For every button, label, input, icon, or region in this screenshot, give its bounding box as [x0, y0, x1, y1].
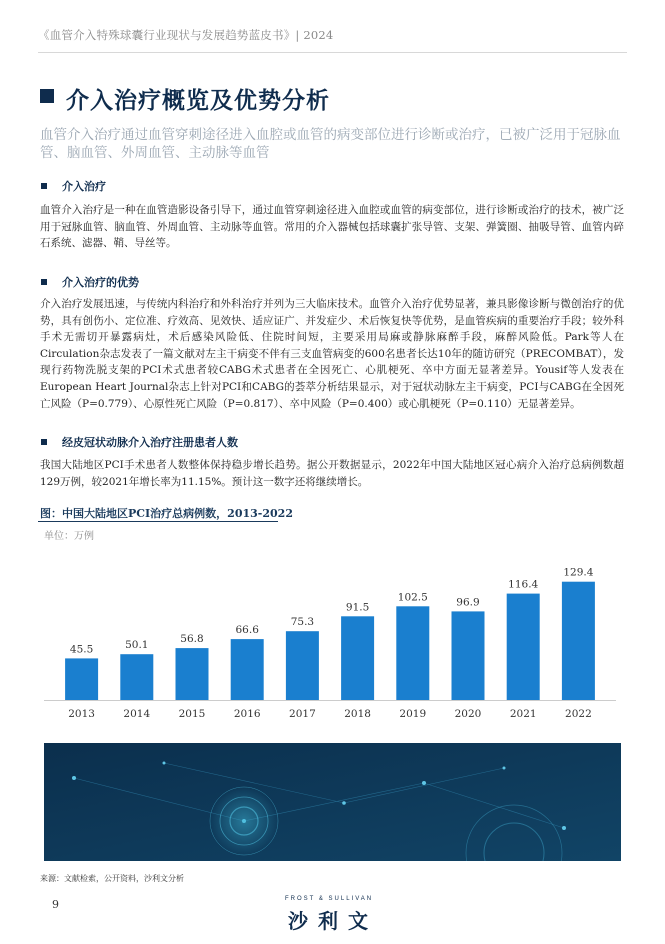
- x-tick-label-2020: 2020: [454, 708, 482, 720]
- x-tick-label-2021: 2021: [509, 708, 537, 720]
- section-marker: [41, 439, 47, 445]
- data-label-2017: 75.3: [290, 616, 315, 629]
- bar-2020: [452, 611, 485, 700]
- x-tick-label-2019: 2019: [399, 708, 427, 720]
- bar-2017: [286, 631, 319, 700]
- data-label-2020: 96.9: [456, 596, 480, 609]
- bar-2019: [396, 606, 429, 700]
- page-number: 9: [52, 898, 59, 911]
- title-marker: [40, 89, 54, 103]
- data-label-2013: 45.5: [69, 643, 94, 656]
- x-tick-label-2022: 2022: [565, 708, 592, 720]
- x-tick-label-2017: 2017: [289, 708, 316, 720]
- bar-2016: [231, 639, 264, 700]
- data-label-2014: 50.1: [125, 639, 149, 652]
- data-label-2022: 129.4: [563, 566, 594, 579]
- x-tick-label-2013: 2013: [68, 708, 95, 720]
- bar-2022: [562, 582, 595, 700]
- section-title-intervention: 介入治疗: [62, 180, 106, 193]
- logo-english-text: FROST & SULLIVAN: [285, 896, 374, 902]
- section-body-pci-patients: 我国大陆地区PCI手术患者人数整体保持稳步增长趋势。据公开数据显示，2022年中国大陆地区冠心病介入治疗总病例数超129万例，较2021年增长率为11.15%。预计这一数字还将继续增长。: [40, 459, 624, 488]
- bar-2015: [176, 648, 209, 700]
- figure-title: 图：中国大陆地区PCI治疗总病例数，2013-2022: [40, 507, 293, 520]
- figure-title-underline: [38, 521, 278, 522]
- decorative-network-banner: [44, 743, 621, 861]
- lead-summary: 血管介入治疗通过血管穿刺途径进入血腔或血管的病变部位进行诊断或治疗，已被广泛用于冠脉血管、脑血管、外周血管、主动脉等血管: [40, 127, 621, 161]
- section-marker: [41, 183, 47, 189]
- page-title: 介入治疗概览及优势分析: [66, 87, 330, 114]
- section-body-intervention: 血管介入治疗是一种在血管造影设备引导下，通过血管穿刺途径进入血腔或血管的病变部位，进行诊断或治疗的技术，被广泛用于冠脉血管、脑血管、外周血管、主动脉等血管。常用的介入器械包括球囊扩张导管、支架、弹簧圈、抽吸导管、血管内碎石系统、滤器、鞘、导丝等。: [40, 204, 624, 250]
- pci-cases-bar-chart: [40, 545, 620, 725]
- bar-2018: [341, 616, 374, 700]
- x-tick-label-2015: 2015: [178, 708, 206, 720]
- figure-source: 来源：文献检索，公开资料，沙利文分析: [40, 874, 184, 883]
- x-tick-label-2014: 2014: [123, 708, 151, 720]
- bar-2021: [507, 594, 540, 700]
- data-label-2016: 66.6: [235, 624, 259, 637]
- x-tick-label-2018: 2018: [344, 708, 371, 720]
- section-body-advantages: 介入治疗发展迅速，与传统内科治疗和外科治疗并列为三大临床技术。血管介入治疗优势显著，兼具影像诊断与微创治疗的优势，具有创伤小、定位准、疗效高、见效快、适应证广、并发症少、术后恢复快等优势，是血管疾病的重要治疗手段；较外科手术无需切开暴露病灶，术后感染风险低、住院时间短，主要采用局麻或静脉麻醉手段，麻醉风险低。Park等人在Circulation杂志发表了一篇文献对左主干病变不伴有三支血管病变的600名患者长达10年的随访研究（PRECOMBAT），发现行药物洗脱支架的PCI术式患者较CABG术式患者在全因死亡、心肌梗死、卒中方面无显著差异。Yousif等人发表在European Heart Journal杂志上针对PCI和CABG的荟萃分析结果显示，对于冠状动脉左主干病变，PCI与CABG在全因死亡风险（P=0.779）、心原性死亡风险（P=0.817）、卒中风险（P=0.400）或心肌梗死（P=0.110）无显著差异。: [40, 298, 624, 410]
- header-divider: [38, 52, 627, 53]
- bar-2013: [65, 658, 98, 700]
- running-header: 《血管介入特殊球囊行业现状与发展趋势蓝皮书》| 2024: [38, 28, 334, 42]
- data-label-2018: 91.5: [345, 601, 370, 614]
- data-label-2021: 116.4: [508, 578, 539, 591]
- bar-2014: [120, 654, 153, 700]
- section-title-pci-patients: 经皮冠状动脉介入治疗注册患者人数: [62, 436, 238, 449]
- section-title-advantages: 介入治疗的优势: [62, 276, 139, 289]
- data-label-2019: 102.5: [397, 591, 428, 604]
- figure-unit: 单位：万例: [44, 531, 94, 542]
- data-label-2015: 56.8: [180, 633, 204, 646]
- x-tick-label-2016: 2016: [233, 708, 261, 720]
- logo-chinese-text: 沙利文: [288, 909, 378, 933]
- section-marker: [41, 279, 47, 285]
